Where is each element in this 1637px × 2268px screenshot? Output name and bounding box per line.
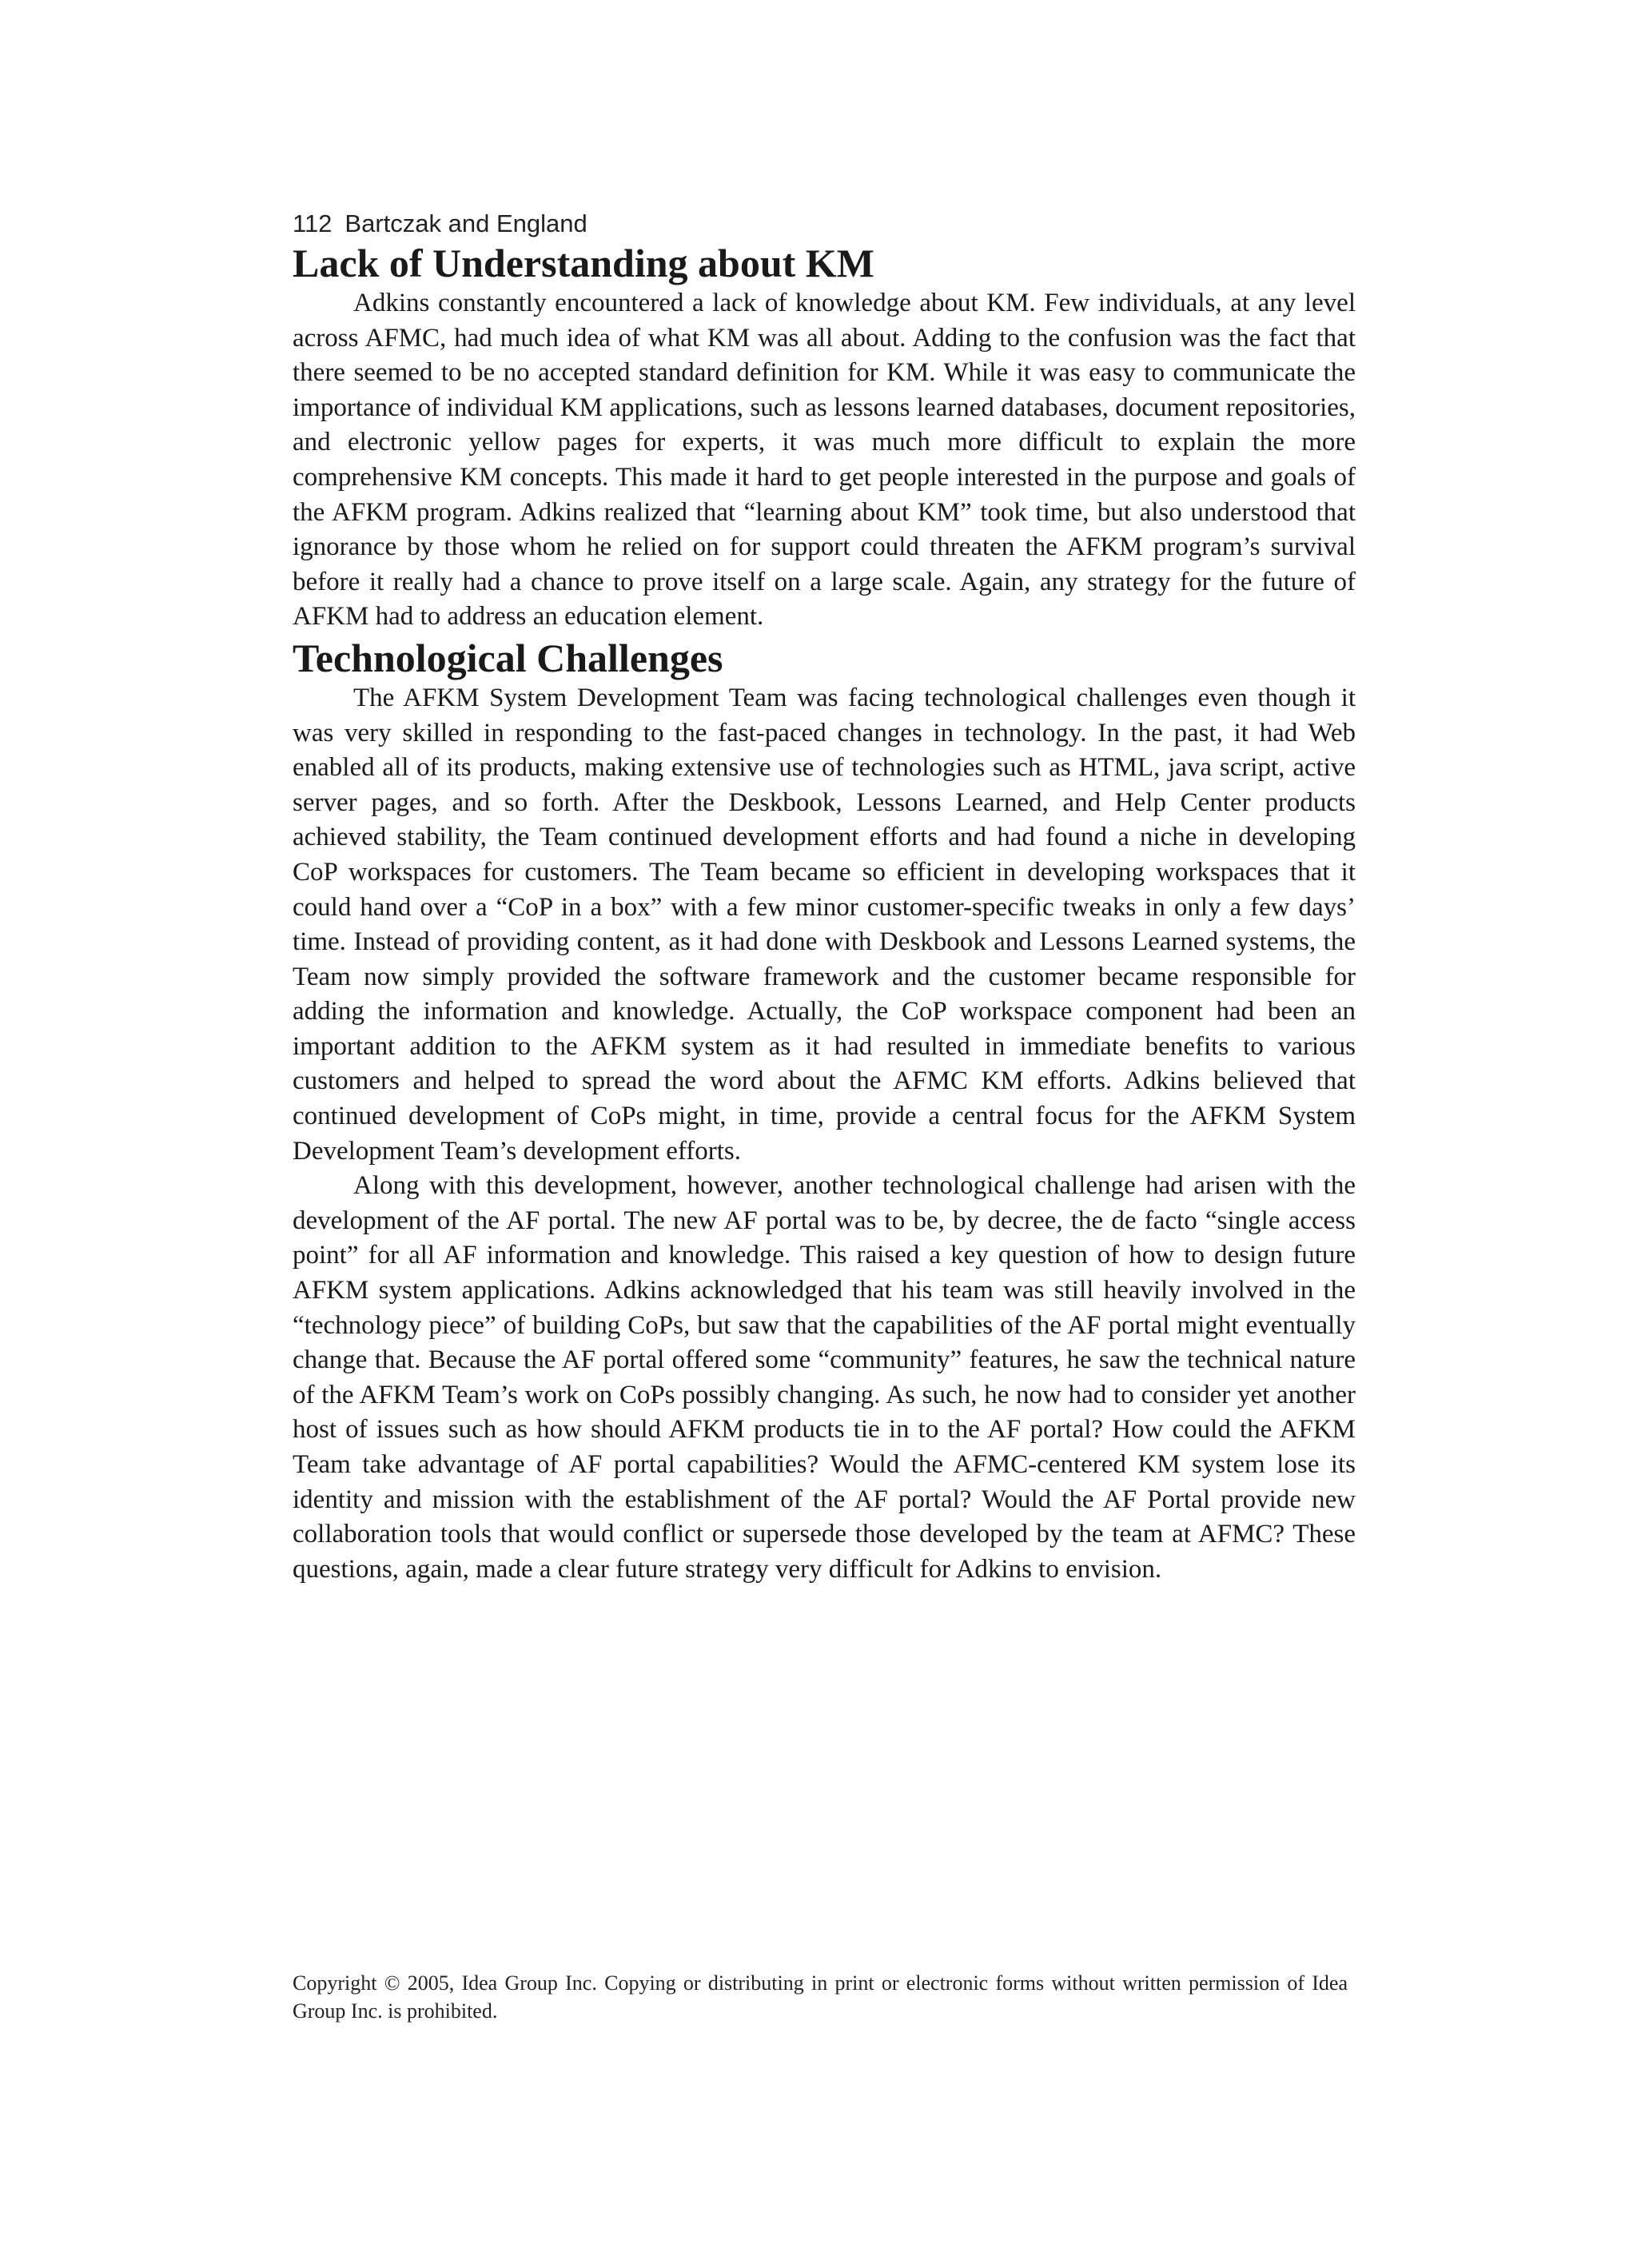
page-body bbox=[293, 208, 1356, 1587]
page-number: 112 bbox=[293, 209, 333, 237]
copyright-notice: Copyright © 2005, Idea Group Inc. Copying or distributing in print or electronic forms without written permission of Idea Group Inc. is prohibited. bbox=[293, 1971, 1348, 2023]
paragraph: Along with this development, however, another technological challenge had arisen with the development of the AF portal. The new AF portal was to be, by decree, the de facto “single access point” for all AF information and knowledge. This raised a key question of how to design future AFKM system applications. Adkins acknowledged that his team was still heavily involved in the “technology piece” of building CoPs, but saw that the capabilities of the AF portal might eventually change that. Because the AF portal offered some “community” features, he saw the technical nature of the AFKM Team’s work on CoPs possibly changing. As such, he now had to consider yet another host of issues such as how should AFKM products tie in to the AF portal? How could the AFKM Team take advantage of AF portal capabilities? Would the AFMC-centered KM system lose its identity and mission with the establishment of the AF portal? Would the AF Portal provide new collaboration tools that would conflict or supersede those developed by the team at AFMC? These questions, again, made a clear future strategy very difficult for Adkins to envision. bbox=[293, 1171, 1356, 1584]
running-head bbox=[293, 208, 1356, 240]
section-heading-lack-of-understanding: Lack of Understanding about KM bbox=[293, 241, 874, 285]
paragraph: Adkins constantly encountered a lack of knowledge about KM. Few individuals, at any level across AFMC, had much idea of what KM was all about. Adding to the confusion was the fact that there seemed to be no accepted standard definition for KM. While it was easy to communicate the importance of individual KM applications, such as lessons learned databases, document repositories, and electronic yellow pages for experts, it was much more difficult to explain the more comprehensive KM concepts. This made it hard to get people interested in the purpose and goals of the AFKM program. Adkins realized that “learning about KM” took time, but also understood that ignorance by those whom he relied on for support could threaten the AFKM program’s survival before it really had a chance to prove itself on a large scale. Again, any strategy for the future of AFKM had to address an education element. bbox=[293, 289, 1356, 632]
paragraph: The AFKM System Development Team was facing technological challenges even though it was very skilled in responding to the fast-paced changes in technology. In the past, it had Web enabled all of its products, making extensive use of technologies such as HTML, java script, active server pages, and so forth. After the Deskbook, Lessons Learned, and Help Center products achieved stability, the Team continued development efforts and had found a niche in developing CoP workspaces for customers. The Team became so efficient in developing workspaces that it could hand over a “CoP in a box” with a few minor customer-specific tweaks in only a few days’ time. Instead of providing content, as it had done with Deskbook and Lessons Learned systems, the Team now simply provided the software framework and the customer became responsible for adding the information and knowledge. Actually, the CoP workspace component had been an important addition to the AFKM system as it had resulted in immediate benefits to various customers and helped to spread the word about the AFMC KM efforts. Adkins believed that continued development of CoPs might, in time, provide a central focus for the AFKM System Development Team’s development efforts. bbox=[293, 683, 1356, 1166]
running-head-authors: Bartczak and England bbox=[345, 209, 587, 237]
section-heading-technological-challenges: Technological Challenges bbox=[293, 635, 723, 680]
